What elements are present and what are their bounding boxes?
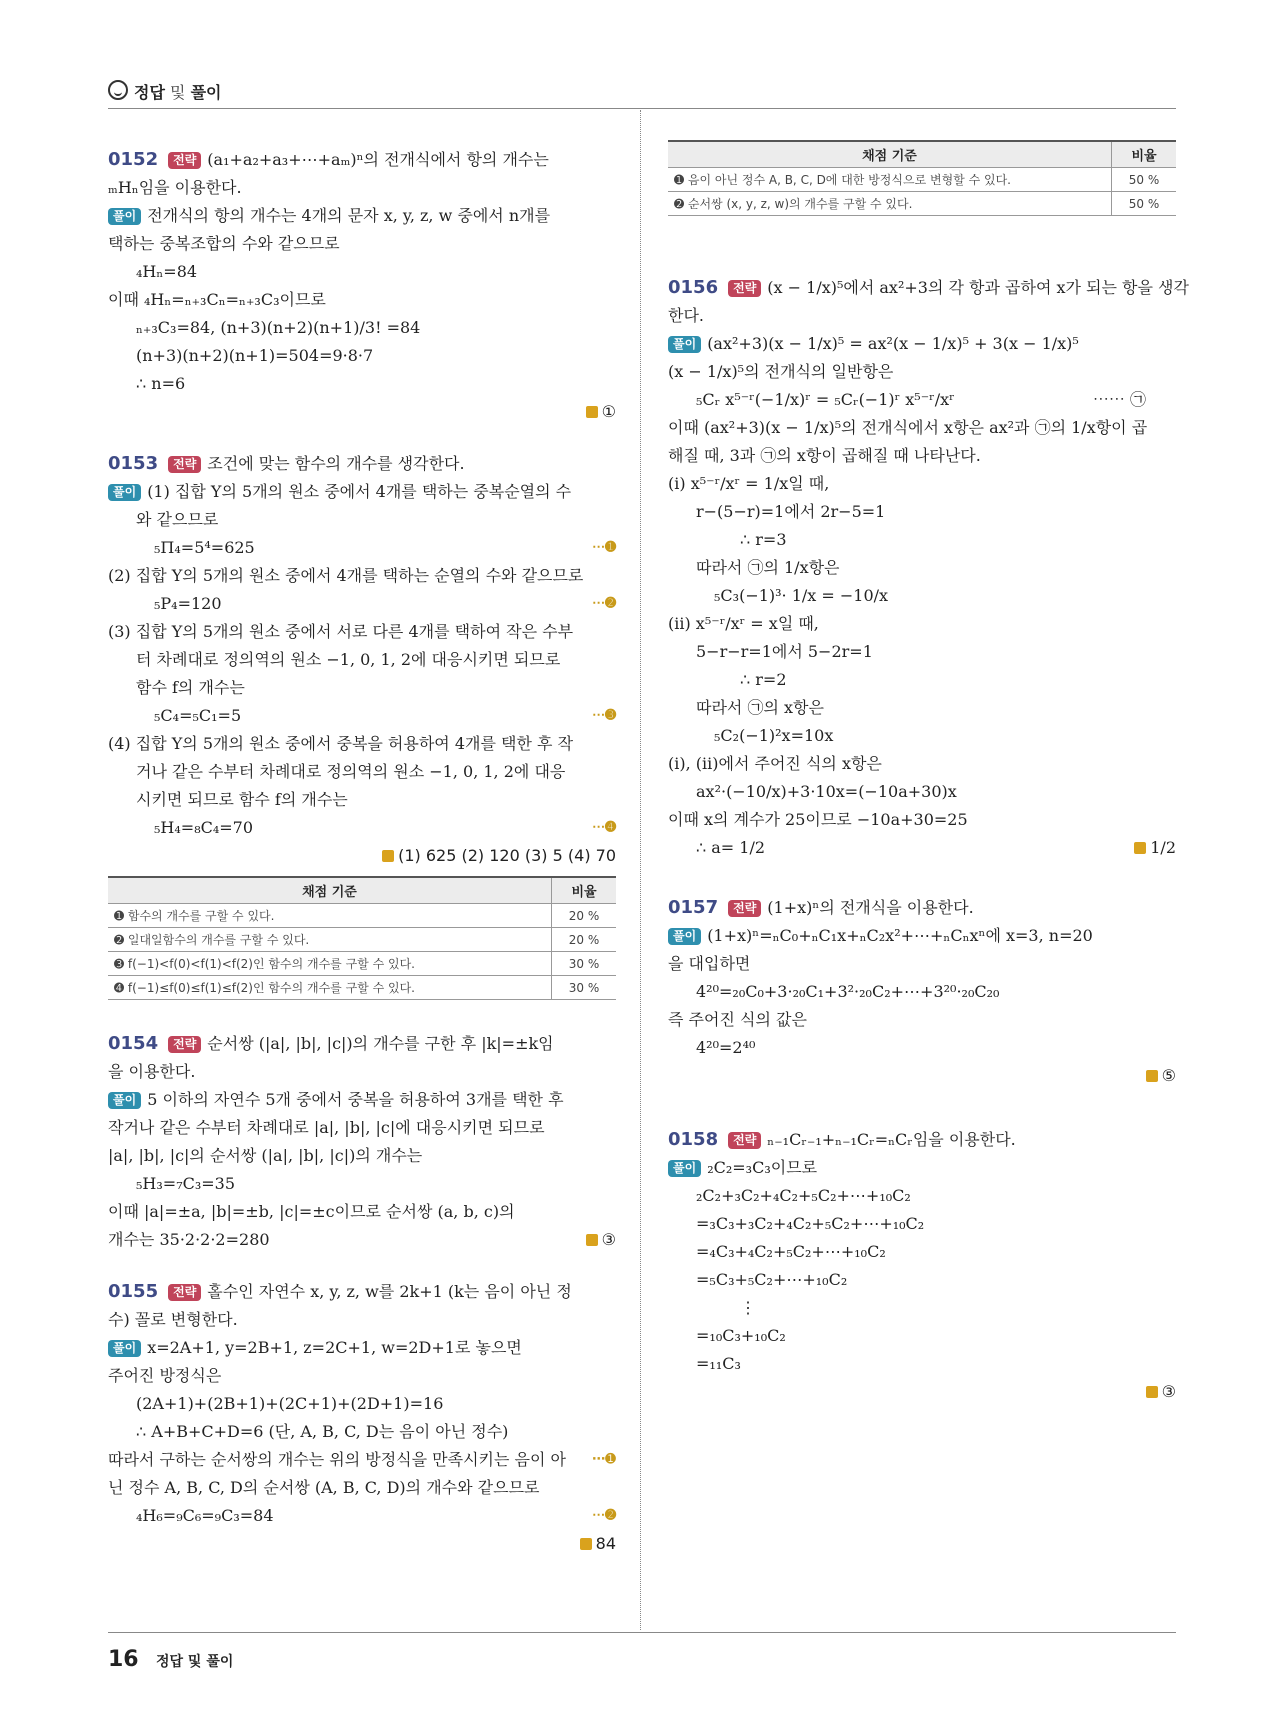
text: 전략 (168, 1036, 201, 1053)
text: 이때 (ax²+3)(x − 1/x)⁵의 전개식에서 x항은 ax²과 ㉠의 1/x항이 곱 (668, 418, 1148, 437)
text: ⋯➊ (592, 1452, 616, 1467)
scoring-table-0155 (668, 140, 1176, 216)
text: ₙ₋₁Cᵣ₋₁+ₙ₋₁Cᵣ=ₙCᵣ임을 이용한다. (767, 1130, 1016, 1149)
text: 풀이 (668, 928, 701, 945)
text: |a|, |b|, |c|의 순서쌍 (|a|, |b|, |c|)의 개수는 (108, 1146, 423, 1165)
text: 따라서 구하는 순서쌍의 개수는 위의 방정식을 만족시키는 음이 아 (108, 1450, 567, 1469)
text: 거나 같은 수부터 차례대로 정의역의 원소 −1, 0, 1, 2에 대응 (136, 762, 566, 781)
problem-0158 (668, 1126, 1176, 1406)
text: 해질 때, 3과 ㉠의 x항이 곱해질 때 나타난다. (668, 446, 981, 465)
text: ③ (601, 1230, 616, 1249)
text: 함수 f의 개수는 (136, 678, 245, 697)
text: 택하는 중복조합의 수와 같으므로 (108, 234, 340, 253)
text: 터 차례대로 정의역의 원소 −1, 0, 1, 2에 대응시키면 되므로 (136, 650, 561, 669)
text: 홀수인 자연수 x, y, z, w를 2k+1 (k는 음이 아닌 정 (207, 1282, 572, 1301)
text: 1/2 (1150, 838, 1176, 857)
text: 풀이 (190, 83, 222, 102)
text: 50 % (1112, 168, 1177, 192)
text: ₅Cᵣ x⁵⁻ʳ(−1/x)ʳ = ₅Cᵣ(−1)ʳ x⁵⁻ʳ/xʳ (696, 390, 955, 409)
text: 채점 기준 (108, 877, 552, 904)
text: ➌ f(−1)<f(0)<f(1)<f(2)인 함수의 개수를 구할 수 있다. (108, 952, 552, 976)
text: 0157 (668, 897, 719, 918)
text: 전략 (728, 1132, 761, 1149)
text: 풀이 (108, 1092, 141, 1109)
text: (i), (ii)에서 주어진 식의 x항은 (668, 754, 882, 773)
text: (1+x)ⁿ=ₙC₀+ₙC₁x+ₙC₂x²+⋯+ₙCₙxⁿ에 x=3, n=20 (707, 926, 1093, 945)
header-title (134, 80, 221, 103)
text: (1) 집합 Y의 5개의 원소 중에서 4개를 택하는 중복순열의 수 (147, 482, 572, 501)
text: 비율 (1112, 141, 1177, 168)
text: =₁₀C₃+₁₀C₂ (696, 1326, 786, 1345)
text: ⋯➍ (592, 820, 616, 835)
text: ⋯➋ (592, 596, 616, 611)
text: 주어진 방정식은 (108, 1366, 222, 1385)
text: ⋮ (740, 1298, 756, 1317)
text: ₅C₄=₅C₁=5 (154, 706, 242, 725)
text: ⑤ (1161, 1066, 1176, 1085)
answer-icon (1146, 1386, 1158, 1398)
column-divider (640, 110, 641, 1630)
page-header (108, 78, 1176, 109)
problem-0153 (108, 450, 616, 1000)
text: ₙ₊₃C₃=84, (n+3)(n+2)(n+1)/3! =84 (136, 318, 421, 337)
text: 0156 (668, 277, 719, 298)
text: 정답 (134, 83, 165, 102)
answer-icon (1134, 842, 1146, 854)
text: 5−r−r=1에서 5−2r=1 (696, 642, 873, 661)
text: (a₁+a₂+a₃+⋯+aₘ)ⁿ의 전개식에서 항의 개수는 (207, 150, 549, 169)
text: ∴ n=6 (136, 374, 186, 393)
text: (4) 집합 Y의 5개의 원소 중에서 중복을 허용하여 4개를 택한 후 작 (108, 734, 574, 753)
text: ₅P₄=120 (154, 594, 222, 613)
text: 4²⁰=₂₀C₀+3·₂₀C₁+3²·₂₀C₂+⋯+3²⁰·₂₀C₂₀ (696, 982, 1000, 1001)
answer-icon (580, 1538, 592, 1550)
text: 0152 (108, 149, 159, 170)
answer-icon (382, 850, 394, 862)
text: 0154 (108, 1033, 159, 1054)
text: =₄C₃+₄C₂+₅C₂+⋯+₁₀C₂ (696, 1242, 886, 1261)
text: (x − 1/x)⁵에서 ax²+3의 각 항과 곱하여 x가 되는 항을 생각 (767, 278, 1189, 297)
problem-0152 (108, 146, 616, 426)
text: ⋯➋ (592, 1508, 616, 1523)
page-footer (108, 1632, 1176, 1672)
text: ∴ a= 1/2 (696, 838, 766, 857)
text: ₅H₃=₇C₃=35 (136, 1174, 236, 1193)
problem-0154 (108, 1030, 616, 1254)
text: =₁₁C₃ (696, 1354, 741, 1373)
left-column (108, 146, 616, 1558)
text: ₄H₆=₉C₆=₉C₃=84 (136, 1506, 274, 1525)
text: 작거나 같은 수부터 차례대로 |a|, |b|, |c|에 대응시키면 되므로 (108, 1118, 545, 1137)
smiley-icon (108, 80, 128, 100)
text: (i) x⁵⁻ʳ/xʳ = 1/x일 때, (668, 474, 830, 493)
scoring-table (108, 876, 616, 1000)
text: ₅Π₄=5⁴=625 (154, 538, 255, 557)
text: ➍ f(−1)≤f(0)≤f(1)≤f(2)인 함수의 개수를 구할 수 있다. (108, 976, 552, 1000)
answer-icon (586, 1234, 598, 1246)
text: 풀이 (668, 336, 701, 353)
text: 따라서 ㉠의 1/x항은 (696, 558, 840, 577)
text: 전략 (168, 1284, 201, 1301)
answer (108, 398, 616, 426)
text: x=2A+1, y=2B+1, z=2C+1, w=2D+1로 놓으면 (147, 1338, 522, 1357)
text: ax²·(−10/x)+3·10x=(−10a+30)x (696, 782, 957, 801)
text: (ii) x⁵⁻ʳ/xʳ = x일 때, (668, 614, 819, 633)
text: 50 % (1112, 192, 1177, 216)
text: 0158 (668, 1129, 719, 1150)
text: 0153 (108, 453, 159, 474)
text: ⋯➊ (592, 540, 616, 555)
text: 즉 주어진 식의 값은 (668, 1010, 807, 1029)
text: 5 이하의 자연수 5개 중에서 중복을 허용하여 3개를 택한 후 (147, 1090, 564, 1109)
text: 채점 기준 (668, 141, 1112, 168)
text: =₅C₃+₅C₂+⋯+₁₀C₂ (696, 1270, 848, 1289)
answer-icon (1146, 1070, 1158, 1082)
text: 0155 (108, 1281, 159, 1302)
text: 84 (595, 1534, 616, 1553)
text: 풀이 (668, 1160, 701, 1177)
text: 시키면 되므로 함수 f의 개수는 (136, 790, 348, 809)
text: ₅C₂(−1)²x=10x (714, 726, 834, 745)
text: 을 대입하면 (668, 954, 751, 973)
text: 및 (164, 83, 191, 102)
text: ⋯➌ (592, 708, 616, 723)
text: ₅H₄=₈C₄=70 (154, 818, 254, 837)
text: ₂C₂+₃C₂+₄C₂+₅C₂+⋯+₁₀C₂ (696, 1186, 911, 1205)
text: =₃C₃+₃C₂+₄C₂+₅C₂+⋯+₁₀C₂ (696, 1214, 925, 1233)
page-number: 16 (108, 1647, 139, 1672)
text: (2) 집합 Y의 5개의 원소 중에서 4개를 택하는 순열의 수와 같으므로 (108, 566, 584, 585)
text: 이때 x의 계수가 25이므로 −10a+30=25 (668, 810, 968, 829)
strategy-badge: 전략 (168, 152, 201, 169)
text: 전개식의 항의 개수는 4개의 문자 x, y, z, w 중에서 n개를 (147, 206, 551, 225)
text: 전략 (728, 280, 761, 297)
text: 30 % (552, 976, 617, 1000)
text: ₘHₙ임을 이용한다. (108, 178, 242, 197)
text: ➋ 순서쌍 (x, y, z, w)의 개수를 구할 수 있다. (668, 192, 1112, 216)
text: 4²⁰=2⁴⁰ (696, 1038, 756, 1057)
text: 이때 ₄Hₙ=ₙ₊₃Cₙ=ₙ₊₃C₃이므로 (108, 290, 326, 309)
text: 와 같으므로 (136, 510, 219, 529)
text: 20 % (552, 928, 617, 952)
text: (1) 625 (2) 120 (3) 5 (4) 70 (398, 846, 616, 865)
text: 20 % (552, 904, 617, 928)
text: ∴ A+B+C+D=6 (단, A, B, C, D는 음이 아닌 정수) (136, 1422, 509, 1441)
text: ⋯⋯ ㉠ (1092, 390, 1146, 409)
text: 전략 (168, 456, 201, 473)
text: 풀이 (108, 484, 141, 501)
text: 조건에 맞는 함수의 개수를 생각한다. (207, 454, 465, 473)
text: 따라서 ㉠의 x항은 (696, 698, 824, 717)
text: (x − 1/x)⁵의 전개식의 일반항은 (668, 362, 894, 381)
text: (3) 집합 Y의 5개의 원소 중에서 서로 다른 4개를 택하여 작은 수부 (108, 622, 574, 641)
text: r−(5−r)=1에서 2r−5=1 (696, 502, 886, 521)
problem-0156 (668, 274, 1189, 862)
text: (ax²+3)(x − 1/x)⁵ = ax²(x − 1/x)⁵ + 3(x − 1/x)⁵ (707, 334, 1079, 353)
text: 개수는 35·2·2·2=280 (108, 1230, 270, 1249)
text: ③ (1161, 1382, 1176, 1401)
text: 을 이용한다. (108, 1062, 196, 1081)
text: 30 % (552, 952, 617, 976)
text: ∴ r=3 (740, 530, 787, 549)
text: ① (601, 402, 616, 421)
footer-title: 정답 및 풀이 (156, 1654, 234, 1670)
text: 순서쌍 (|a|, |b|, |c|)의 개수를 구한 후 |k|=±k임 (207, 1034, 554, 1053)
text: 이때 |a|=±a, |b|=±b, |c|=±c이므로 순서쌍 (a, b, c)의 (108, 1202, 515, 1221)
solution-badge: 풀이 (108, 208, 141, 225)
problem-0155 (108, 1278, 616, 1558)
problem-0157 (668, 894, 1176, 1090)
text: 한다. (668, 306, 704, 325)
answer-icon (586, 406, 598, 418)
text: (n+3)(n+2)(n+1)=504=9·8·7 (136, 346, 374, 365)
text: ➊ 함수의 개수를 구할 수 있다. (108, 904, 552, 928)
text: (1+x)ⁿ의 전개식을 이용한다. (767, 898, 974, 917)
text: 풀이 (108, 1340, 141, 1357)
text: ₄Hₙ=84 (136, 262, 198, 281)
text: 수) 꼴로 변형한다. (108, 1310, 238, 1329)
text: ₂C₂=₃C₃이므로 (707, 1158, 818, 1177)
text: ➋ 일대일함수의 개수를 구할 수 있다. (108, 928, 552, 952)
right-column (668, 146, 1189, 1406)
text: ➊ 음이 아닌 정수 A, B, C, D에 대한 방정식으로 변형할 수 있다. (668, 168, 1112, 192)
text: 비율 (552, 877, 617, 904)
text: (2A+1)+(2B+1)+(2C+1)+(2D+1)=16 (136, 1394, 444, 1413)
text: 닌 정수 A, B, C, D의 순서쌍 (A, B, C, D)의 개수와 같으므로 (108, 1478, 540, 1497)
text: 전략 (728, 900, 761, 917)
text: ∴ r=2 (740, 670, 787, 689)
text: ₅C₃(−1)³· 1/x = −10/x (714, 586, 889, 605)
